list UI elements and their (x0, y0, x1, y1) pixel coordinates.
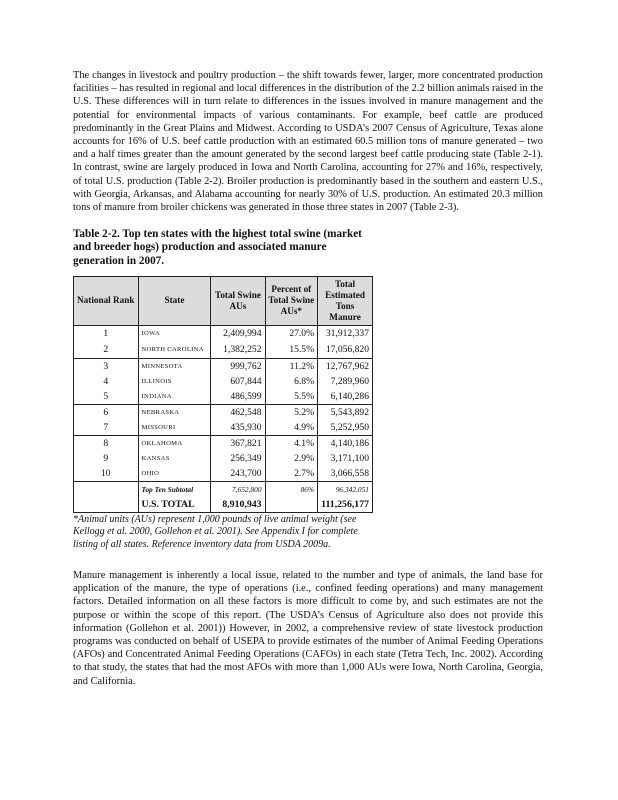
tons-cell: 12,767,962 (318, 358, 373, 374)
state-cell: OKLAHOMA (138, 435, 211, 451)
table-row (74, 435, 373, 451)
table-row (74, 404, 373, 420)
total-tons: 111,256,177 (318, 497, 373, 513)
header-total-swine-aus: Total Swine AUs (211, 276, 265, 325)
tons-cell: 7,289,960 (318, 374, 373, 389)
percent-cell: 6.8% (265, 374, 318, 389)
aus-cell: 256,349 (211, 451, 265, 466)
table-row (74, 358, 373, 374)
percent-cell: 5.5% (265, 389, 318, 405)
rank-cell: 6 (74, 404, 139, 420)
table-header-row (74, 276, 373, 325)
subtotal-tons: 96,342,051 (318, 481, 373, 497)
table-row (74, 466, 373, 482)
percent-cell: 27.0% (265, 325, 318, 341)
tons-cell: 3,171,100 (318, 451, 373, 466)
table-row (74, 325, 373, 341)
percent-cell: 4.1% (265, 435, 318, 451)
subtotal-percent: 86% (265, 481, 318, 497)
state-cell: NEBRASKA (138, 404, 211, 420)
document-page (73, 69, 543, 688)
state-cell: MISSOURI (138, 420, 211, 436)
table-row (74, 374, 373, 389)
aus-cell: 435,930 (211, 420, 265, 436)
state-cell: MINNESOTA (138, 358, 211, 374)
subtotal-aus: 7,652,800 (211, 481, 265, 497)
table-caption: Table 2-2. Top ten states with the highest total swine (market and breeder hogs) production and associated manure generation in 2007. (73, 228, 362, 267)
intro-paragraph: The changes in livestock and poultry production – the shift towards fewer, larger, more concentrated production facilities – has resulted in regional and local differences in the distribution of the 2.2 billion animals raised in the U.S. These differences will in turn relate to differences in the issues involved in manure management and the potential for environmental impacts of various contaminants. For example, beef cattle are produced predominantly in the Great Plains and Midwest. According to USDA’s 2007 Census of Agriculture, Texas alone accounts for 16% of U.S. beef cattle production with an estimated 60.5 million tons of manure generated – two and a half times greater than the amount generated by the second largest beef cattle producing state (Table 2-1). In contrast, swine are largely produced in Iowa and North Carolina, accounting for 27% and 16%, respectively, of total U.S. production (Table 2-2). Broiler production is predominantly based in the southern and eastern U.S., with Georgia, Arkansas, and Alabama accounting for nearly 30% of U.S. production. An estimated 20.3 million tons of manure from broiler chickens was generated in those three states in 2007 (Table 2-3). (73, 70, 543, 214)
percent-cell: 15.5% (265, 341, 318, 359)
aus-cell: 2,409,994 (211, 325, 265, 341)
aus-cell: 486,599 (211, 389, 265, 405)
table-row (74, 389, 373, 405)
header-state: State (138, 276, 211, 325)
rank-cell: 2 (74, 341, 139, 359)
state-cell: INDIANA (138, 389, 211, 405)
rank-cell: 4 (74, 374, 139, 389)
percent-cell: 4.9% (265, 420, 318, 436)
total-label: U.S. TOTAL (138, 497, 211, 513)
percent-cell: 5.2% (265, 404, 318, 420)
rank-cell (74, 481, 139, 497)
table-row (74, 451, 373, 466)
rank-cell: 10 (74, 466, 139, 482)
aus-cell: 462,548 (211, 404, 265, 420)
header-national-rank: National Rank (74, 276, 139, 325)
rank-cell (74, 497, 139, 513)
tons-cell: 5,252,950 (318, 420, 373, 436)
tons-cell: 17,056,820 (318, 341, 373, 359)
header-total-tons-manure: Total Estimated Tons Manure (318, 276, 373, 325)
percent-cell: 11.2% (265, 358, 318, 374)
rank-cell: 9 (74, 451, 139, 466)
aus-cell: 999,762 (211, 358, 265, 374)
tons-cell: 5,543,892 (318, 404, 373, 420)
aus-cell: 243,700 (211, 466, 265, 482)
rank-cell: 1 (74, 325, 139, 341)
total-percent (265, 497, 318, 513)
aus-cell: 1,382,252 (211, 341, 265, 359)
percent-cell: 2.9% (265, 451, 318, 466)
tons-cell: 31,912,337 (318, 325, 373, 341)
rank-cell: 8 (74, 435, 139, 451)
state-cell: OHIO (138, 466, 211, 482)
rank-cell: 5 (74, 389, 139, 405)
percent-cell: 2.7% (265, 466, 318, 482)
table-row (74, 341, 373, 359)
state-cell: ILLINOIS (138, 374, 211, 389)
table-footnote: *Animal units (AUs) represent 1,000 pounds of live animal weight (see Kellogg et al. 2000, Gollehon et al. 2001). See Appendix I for complete listing of all states. Reference inventory data from USDA 2009a. (73, 513, 358, 550)
aus-cell: 367,821 (211, 435, 265, 451)
tons-cell: 3,066,558 (318, 466, 373, 482)
total-row (74, 497, 373, 513)
subtotal-row (74, 481, 373, 497)
aus-cell: 607,844 (211, 374, 265, 389)
subtotal-label: Top Ten Subtotal (138, 481, 211, 497)
state-cell: NORTH CAROLINA (138, 341, 211, 359)
manure-management-paragraph: Manure management is inherently a local issue, related to the number and type of animals, the land base for application of the manure, the type of operations (i.e., confined feeding operations) and many management factors. Detailed information on all these factors is more difficult to come by, and such estimates are not the purpose or within the scope of this report. (The USDA’s Census of Agriculture also does not provide this information (Gollehon et al. 2001)) However, in 2002, a comprehensive review of state livestock production programs was conducted on behalf of USEPA to provide estimates of the number of Animal Feeding Operations (AFOs) and Concentrated Animal Feeding Operations (CAFOs) in each state (Tetra Tech, Inc. 2002). According to that study, the states that had the most AFOs with more than 1,000 AUs were Iowa, North Carolina, Georgia, and California. (73, 570, 543, 687)
rank-cell: 7 (74, 420, 139, 436)
swine-production-table (73, 276, 373, 513)
table-row (74, 420, 373, 436)
state-cell: KANSAS (138, 451, 211, 466)
header-percent-total: Percent of Total Swine AUs* (265, 276, 318, 325)
rank-cell: 3 (74, 358, 139, 374)
total-aus: 8,910,943 (211, 497, 265, 513)
tons-cell: 6,140,286 (318, 389, 373, 405)
tons-cell: 4,140,186 (318, 435, 373, 451)
state-cell: IOWA (138, 325, 211, 341)
